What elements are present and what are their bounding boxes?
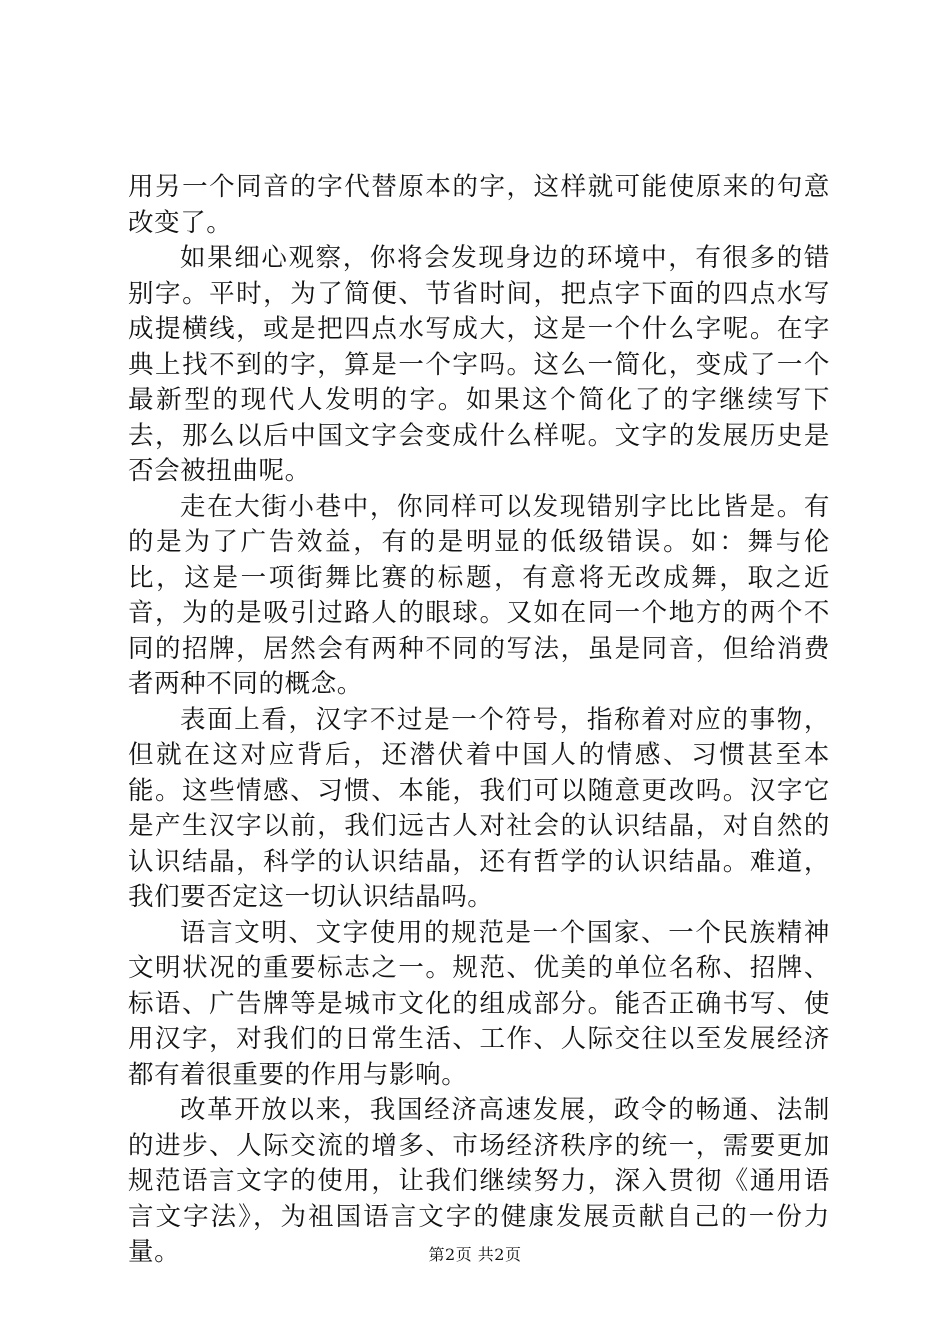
document-body [128,170,830,1271]
paragraph-conclusion: 改革开放以来，我国经济高速发展，政令的畅通、法制的进步、人际交流的增多、市场经济秩序的统一，需要更加规范语言文字的使用，让我们继续努力，深入贯彻《通用语言文字法》，为祖国语言文字的健康发展贡献自己的一份力量。 [128,1095,830,1267]
paragraph-street-signs: 走在大街小巷中，你同样可以发现错别字比比皆是。有的是为了广告效益，有的是明显的低级错误。如：舞与伦比，这是一项街舞比赛的标题，有意将无改成舞，取之近音，为的是吸引过路人的眼球。又如在同一个地方的两个不同的招牌，居然会有两种不同的写法，虽是同音，但给消费者两种不同的概念。 [128,491,830,699]
page-number-footer: 第2页 共2页 [428,1245,522,1264]
paragraph-continuation: 用另一个同音的字代替原本的字，这样就可能使原来的句意改变了。 [128,172,830,238]
paragraph-observation: 如果细心观察，你将会发现身边的环境中，有很多的错别字。平时，为了简便、节省时间，把点字下面的四点水写成提横线，或是把四点水写成大，这是一个什么字呢。在字典上找不到的字，算是一个字吗。这么一简化，变成了一个最新型的现代人发明的字。如果这个简化了的字继续写下去，那么以后中国文字会变成什么样呢。文字的发展历史是否会被扭曲呢。 [128,243,830,486]
paragraph-character-meaning: 表面上看，汉字不过是一个符号，指称着对应的事物，但就在这对应背后，还潜伏着中国人的情感、习惯甚至本能。这些情感、习惯、本能，我们可以随意更改吗。汉字它是产生汉字以前，我们远古人对社会的认识结晶，对自然的认识结晶，科学的认识结晶，还有哲学的认识结晶。难道，我们要否定这一切认识结晶吗。 [128,704,830,912]
paragraph-language-norms: 语言文明、文字使用的规范是一个国家、一个民族精神文明状况的重要标志之一。规范、优美的单位名称、招牌、标语、广告牌等是城市文化的组成部分。能否正确书写、使用汉字，对我们的日常生活、工作、人际交往以至发展经济都有着很重要的作用与影响。 [128,917,830,1090]
